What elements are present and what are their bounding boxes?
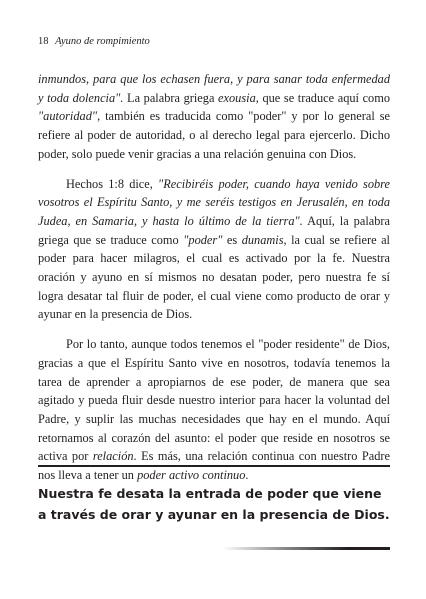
paragraph-1 — [38, 70, 390, 164]
paragraph-text: Aquí, la palabra griega que se traduce como — [38, 213, 390, 247]
callout-top-rule — [38, 465, 390, 467]
pull-quote: Nuestra fe desata la entrada de poder que viene a través de orar y ayunar en la presencia de Dios. — [38, 486, 390, 522]
paragraph-text: , también es traducida como "poder" y por lo general se refiere al poder de autoridad, o al derecho legal para ejercerlo. Dicho poder, solo puede venir gracias a una relación genuina con Dios. — [38, 109, 390, 161]
paragraph-2 — [38, 175, 390, 325]
running-header — [38, 36, 150, 47]
emphasized-term: "poder" — [183, 232, 223, 247]
scripture-quote: "Recibiréis poder, cuando haya venido sobre vosotros el Espíritu Santo, y me seréis testigos en Jerusalén, en toda Judea, en Samaria, y hasta lo último de la tierra". — [38, 176, 390, 228]
paragraph-text: es — [222, 232, 242, 247]
emphasized-term: relación — [92, 449, 134, 464]
greek-term: exousia — [218, 90, 256, 105]
paragraph-text: , que se traduce aquí como — [255, 90, 390, 105]
paragraph-text: La palabra griega — [123, 90, 219, 105]
emphasized-term: poder activo continuo — [137, 468, 246, 483]
emphasized-term: "autoridad" — [38, 109, 98, 124]
paragraph-text: . — [245, 468, 249, 483]
body-text — [38, 70, 390, 485]
paragraph-text: . Es más, una relación continua con nuestro Padre nos lleva a tener un — [38, 449, 391, 483]
scripture-quote: inmundos, para que los echasen fuera, y para sanar toda enfermedad y toda dolencia". — [38, 72, 390, 105]
paragraph-3 — [38, 335, 390, 485]
page-number: 18 — [38, 36, 49, 47]
paragraph-text: Hechos 1:8 dice, — [66, 176, 159, 191]
callout-bottom-rule — [222, 547, 390, 550]
greek-term: dunamis — [241, 232, 284, 247]
paragraph-text: , la cual se refiere al poder para hacer milagros, el cual es activado por la fe. Nuestra oración y ayuno en sí mismos no desatan poder, pero nuestra fe sí logra desatar tal fluir de poder, el cual viene como producto de orar y ayunar en la presencia de Dios. — [38, 232, 390, 322]
paragraph-text: Por lo tanto, aunque todos tenemos el "poder residente" de Dios, gracias a que el Espíritu Santo vive en nosotros, todavía tenemos la tarea de aprender a apropiarnos de ese poder, de manera que sea agitado y pueda fluir desde nuestro interior para hacer la voluntad del Padre, y suplir las muchas necesidades que hay en el mundo. Aquí retornamos al corazón del asunto: el poder que reside en nosotros se activa por — [38, 337, 390, 464]
book-title: Ayuno de rompimiento — [55, 36, 150, 47]
